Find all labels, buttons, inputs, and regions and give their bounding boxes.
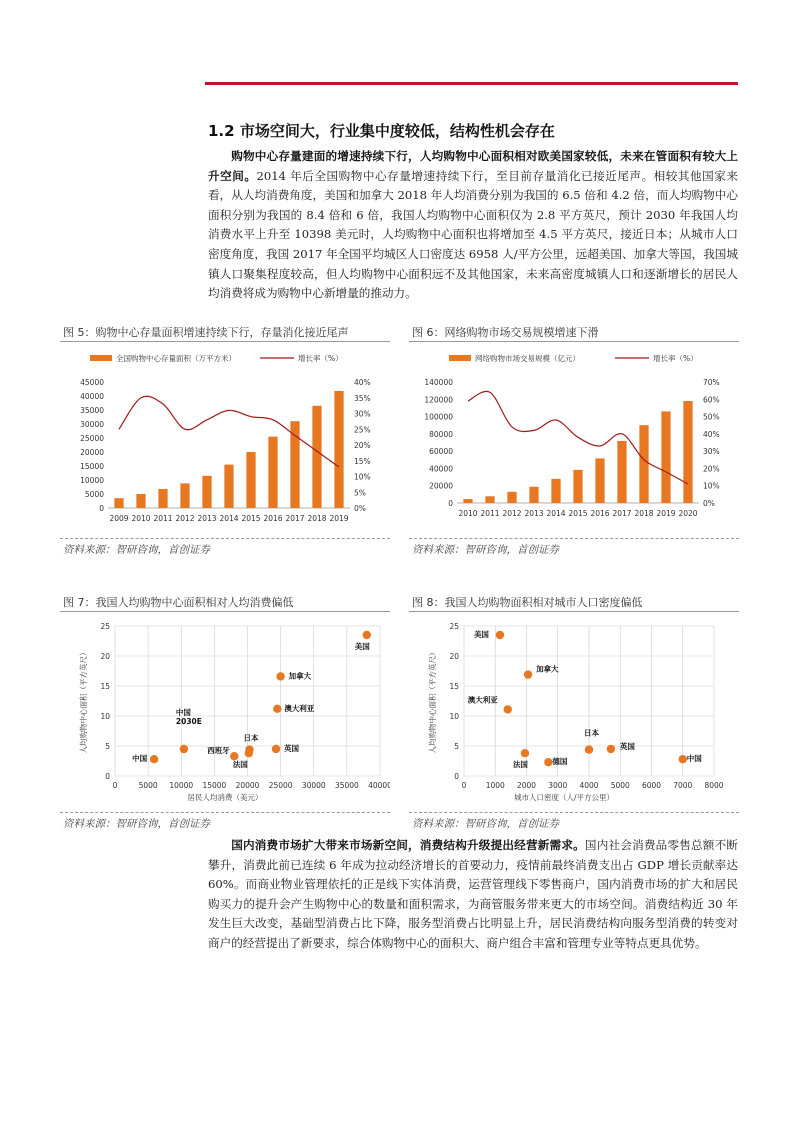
point-label	[620, 741, 635, 751]
x-tick-label: 2011	[480, 509, 500, 518]
figure-5-bottom-rule	[60, 538, 390, 539]
paragraph-body: 2014 年后全国购物中心存量增速持续下行，至目前存量消化已接近尾声。相较其他国家来看，从人均消费角度，美国和加拿大 2018 年人均消费分别为我国的 6.5 倍和 4.2 倍，而人均购物中心面积分别为我国的 8.4 倍和 6 倍，我国人均购物中心面积仅为 2.8 平方英尺，预计 2030 年我国人均消费水平上升至 10398 美元时，人均购物中心面积也将增加至 4.5 平方英尺，接近日本；从城市人口密度角度，我国 2017 年全国平均城区人口密度达 6958 人/平方公里，远超美国、加拿大等国，我国城镇人口聚集程度较高，但人均购物中心面积远不及其他国家，未来高密度城镇人口和逐渐增长的居民人均消费将成为购物中心新增量的推动力。	[208, 168, 738, 301]
x-tick-label: 35000	[334, 781, 359, 790]
figure-6-chart	[409, 345, 739, 530]
scatter-point	[585, 745, 593, 753]
chart-svg	[409, 614, 739, 806]
point-label-line: 加拿大	[536, 664, 559, 674]
scatter-point	[679, 755, 687, 763]
y-left-tick-label: 80000	[429, 429, 453, 439]
y-left-tick-label: 30000	[80, 420, 104, 429]
x-tick-label: 3000	[548, 781, 568, 790]
y-right-tick-label: 10%	[703, 481, 720, 491]
legend-bar-label: 全国购物中心存量面积（万平方米）	[116, 354, 236, 363]
point-label-line: 日本	[243, 733, 259, 743]
point-label	[233, 759, 248, 769]
x-tick-label: 2018	[634, 509, 654, 518]
point-label	[243, 733, 258, 743]
bar	[551, 479, 560, 503]
x-tick-label: 25000	[268, 781, 293, 790]
y-left-tick-label: 25000	[80, 434, 104, 443]
x-tick-label: 2014	[546, 509, 566, 518]
x-tick-label: 5000	[138, 781, 158, 790]
figure-5-top-rule	[60, 341, 390, 342]
point-label-line: 法国	[512, 760, 528, 770]
scatter-point	[607, 745, 615, 753]
figure-7-source: 资料来源：智研咨询，首创证券	[63, 818, 210, 830]
figure-8-source: 资料来源：智研咨询，首创证券	[412, 818, 559, 830]
chart-axes	[78, 622, 390, 802]
scatter-points	[132, 631, 371, 769]
x-tick-label: 2012	[502, 509, 522, 518]
point-label-line: 澳大利亚	[467, 695, 498, 705]
legend-bar-label: 网络购物市场交易规模（亿元）	[475, 354, 580, 363]
bar	[683, 401, 692, 503]
header-rule	[205, 82, 738, 85]
point-label	[176, 707, 202, 726]
paragraph-lead: 国内消费市场扩大带来市场新空间，消费结构升级提出经营新需求。	[231, 838, 585, 852]
x-tick-label: 40000	[368, 781, 390, 790]
scatter-point	[363, 631, 371, 639]
point-label	[535, 664, 559, 674]
figure-6-bottom-rule	[409, 538, 739, 539]
point-label	[284, 743, 299, 753]
figure-6-top-rule	[409, 341, 739, 342]
bar-series	[463, 401, 692, 503]
scatter-point	[496, 631, 504, 639]
y-right-tick-label: 50%	[703, 412, 720, 422]
paragraph-consumption	[208, 836, 738, 954]
x-tick-label: 2014	[219, 514, 239, 523]
figure-8-chart	[409, 614, 739, 806]
x-tick-label: 30000	[301, 781, 326, 790]
x-axis-label: 城市人口密度（人/平方公里）	[513, 793, 615, 802]
y-left-tick-label: 10000	[80, 476, 104, 485]
y-left-tick-label: 20000	[80, 448, 104, 457]
point-label	[513, 759, 528, 769]
x-tick-label: 5000	[610, 781, 630, 790]
x-tick-label: 15000	[202, 781, 227, 790]
bar	[463, 499, 472, 503]
figure-7-top-rule	[60, 611, 390, 612]
x-tick-label: 0	[461, 781, 467, 790]
y-right-tick-label: 0%	[703, 499, 715, 508]
bar	[136, 494, 145, 508]
figure-6-title: 图 6：网络购物市场交易规模增速下滑	[412, 326, 599, 339]
point-label	[687, 753, 702, 763]
x-tick-label: 2019	[329, 514, 349, 523]
y-tick-label: 25	[100, 622, 110, 631]
bar	[595, 458, 604, 503]
x-tick-label: 2018	[307, 514, 327, 523]
point-label	[284, 703, 314, 713]
y-tick-label: 20	[449, 652, 459, 661]
bar	[529, 487, 538, 503]
point-label-line: 美国	[473, 630, 489, 639]
x-tick-label: 6000	[641, 781, 662, 790]
bar	[246, 452, 255, 508]
y-right-tick-label: 30%	[354, 409, 371, 419]
bar	[573, 470, 582, 503]
y-left-tick-label: 0	[448, 499, 453, 508]
x-tick-label: 2019	[656, 509, 676, 518]
y-right-tick-label: 15%	[354, 456, 371, 466]
y-right-tick-label: 10%	[354, 472, 371, 482]
point-label-line: 中国	[686, 754, 702, 764]
scatter-point	[521, 749, 529, 757]
bar	[290, 421, 299, 508]
bar	[268, 437, 277, 508]
x-tick-label: 0	[112, 781, 118, 790]
y-left-tick-label: 20000	[429, 481, 453, 491]
x-tick-label: 2012	[175, 514, 195, 523]
y-tick-label: 5	[454, 742, 459, 751]
x-tick-label: 2017	[612, 509, 632, 518]
y-tick-label: 5	[105, 742, 110, 751]
figure-5-chart	[60, 345, 390, 530]
point-label-line: 加拿大	[288, 671, 312, 681]
point-label	[207, 745, 230, 755]
x-tick-label: 8000	[704, 781, 724, 790]
bar	[224, 465, 233, 508]
x-tick-label: 1000	[485, 781, 505, 790]
x-tick-label: 2013	[197, 514, 217, 523]
x-tick-label: 4000	[579, 781, 599, 790]
y-axis-label: 人均购物中心面积（平方英尺）	[428, 648, 437, 754]
figure-8-top-rule	[409, 611, 739, 612]
x-tick-label: 2016	[263, 514, 283, 523]
section-number: 1.2	[208, 122, 235, 140]
figure-5-source: 资料来源：智研咨询，首创证券	[63, 544, 210, 556]
x-tick-label: 2017	[285, 514, 305, 523]
y-right-tick-label: 25%	[354, 425, 371, 435]
point-label	[132, 753, 147, 763]
x-tick-label: 2010	[458, 509, 478, 518]
figure-8-title: 图 8：我国人均购物面积相对城市人口密度偏低	[412, 596, 643, 609]
figure-8-bottom-rule	[409, 812, 739, 813]
bar	[312, 406, 321, 508]
scatter-point	[150, 755, 158, 763]
scatter-point	[180, 745, 188, 753]
point-label-line: 美国	[354, 642, 370, 651]
x-tick-label: 20000	[235, 781, 260, 790]
figure-7-chart	[60, 614, 390, 806]
paragraph-market-space	[208, 147, 738, 304]
y-left-tick-label: 35000	[80, 406, 104, 415]
x-tick-label: 2015	[568, 509, 588, 518]
y-left-tick-label: 0	[99, 504, 104, 513]
section-title	[208, 120, 555, 141]
chart-legend	[449, 353, 698, 363]
paragraph-lead: 购物中心存量建面的增速持续下行，人均购物中心面积相对欧美国家较低，未来在管面积有较大上升空间。	[208, 149, 738, 183]
y-right-tick-label: 40%	[703, 429, 720, 439]
growth-rate-line	[119, 396, 339, 467]
x-tick-label: 2011	[153, 514, 173, 523]
x-tick-label: 2013	[524, 509, 544, 518]
figure-5-title: 图 5：购物中心存量面积增速持续下行，存量消化接近尾声	[63, 326, 349, 339]
chart-svg	[409, 345, 739, 530]
bar	[485, 496, 494, 503]
y-tick-label: 15	[100, 682, 110, 691]
scatter-point	[245, 745, 253, 753]
point-label	[552, 756, 567, 766]
bar	[180, 483, 189, 508]
legend-line-label: 增长率（%）	[653, 354, 698, 363]
bar	[114, 498, 123, 508]
scatter-point	[504, 705, 512, 713]
figure-6-source: 资料来源：智研咨询，首创证券	[412, 544, 559, 556]
y-right-tick-label: 0%	[354, 504, 366, 513]
scatter-point	[276, 672, 284, 680]
bar	[202, 476, 211, 508]
y-right-tick-label: 20%	[703, 464, 720, 474]
scatter-point	[272, 745, 280, 753]
point-label-line: 日本	[584, 728, 599, 738]
y-left-tick-label: 15000	[80, 462, 104, 471]
bar	[639, 425, 648, 503]
point-label	[584, 728, 599, 738]
point-label-line: 2030E	[175, 717, 202, 726]
x-tick-label: 2009	[109, 514, 129, 523]
y-right-tick-label: 35%	[354, 393, 371, 403]
y-right-tick-label: 20%	[354, 441, 371, 450]
y-left-tick-label: 45000	[80, 378, 104, 387]
bar	[158, 489, 167, 508]
scatter-point	[524, 670, 532, 678]
y-left-tick-label: 60000	[429, 447, 453, 457]
y-tick-label: 15	[449, 682, 459, 691]
x-tick-label: 2000	[516, 781, 537, 790]
scatter-point	[273, 705, 281, 713]
bar	[334, 391, 343, 508]
chart-legend	[90, 353, 343, 363]
point-label	[355, 641, 370, 651]
x-tick-label: 7000	[673, 781, 693, 790]
legend-line-label: 增长率（%）	[298, 354, 343, 363]
point-label-line: 西班牙	[207, 746, 230, 756]
y-left-tick-label: 40000	[429, 464, 453, 474]
chart-axes	[427, 622, 724, 802]
bar	[617, 441, 626, 503]
scatter-point	[230, 752, 238, 760]
y-left-tick-label: 140000	[424, 378, 453, 387]
point-label-line: 中国	[132, 754, 148, 764]
y-tick-label: 10	[449, 712, 459, 721]
scatter-points	[468, 629, 702, 769]
scatter-point	[544, 758, 552, 766]
chart-svg	[60, 614, 390, 806]
y-right-tick-label: 60%	[703, 395, 720, 405]
y-left-tick-label: 100000	[424, 412, 453, 422]
point-label-line: 中国	[175, 708, 191, 717]
y-right-tick-label: 70%	[703, 378, 720, 387]
y-tick-label: 0	[454, 772, 459, 781]
bar	[661, 411, 670, 503]
figure-7-title: 图 7：我国人均购物中心面积相对人均消费偏低	[63, 596, 294, 609]
y-tick-label: 25	[449, 622, 459, 631]
x-tick-label: 2015	[241, 514, 261, 523]
legend-bar-swatch	[449, 355, 471, 361]
y-tick-label: 20	[100, 652, 110, 661]
point-label-line: 德国	[552, 757, 568, 767]
y-tick-label: 10	[100, 712, 110, 721]
point-label-line: 澳大利亚	[284, 703, 315, 713]
x-tick-label: 2016	[590, 509, 610, 518]
y-left-tick-label: 40000	[80, 392, 104, 401]
y-axis-label: 人均购物中心面积（平方英尺）	[79, 648, 88, 754]
point-label-line: 法国	[232, 760, 248, 770]
x-tick-label: 2010	[131, 514, 151, 523]
figure-7-bottom-rule	[60, 812, 390, 813]
point-label	[474, 629, 489, 639]
point-label	[288, 670, 312, 680]
point-label-line: 英国	[619, 742, 635, 751]
bar	[507, 492, 516, 503]
bar-series	[114, 391, 343, 508]
y-right-tick-label: 40%	[354, 378, 371, 387]
y-left-tick-label: 5000	[84, 490, 104, 499]
y-left-tick-label: 120000	[424, 395, 453, 405]
section-title-text: 市场空间大，行业集中度较低，结构性机会存在	[239, 122, 555, 140]
y-right-tick-label: 5%	[354, 488, 366, 498]
x-tick-label: 10000	[169, 781, 194, 790]
legend-bar-swatch	[90, 355, 112, 361]
point-label-line: 英国	[283, 744, 299, 753]
point-label	[468, 694, 498, 704]
x-tick-label: 2020	[678, 509, 698, 518]
y-tick-label: 0	[105, 772, 110, 781]
chart-svg	[60, 345, 390, 530]
x-axis-label: 居民人均消费（美元）	[187, 793, 263, 802]
chart-axes	[424, 378, 719, 518]
paragraph-body: 国内社会消费品零售总额不断攀升，消费此前已连续 6 年成为拉动经济增长的首要动力，疫情前最终消费支出占 GDP 增长贡献率达 60%。而商业物业管理依托的正是线下实体消费，运营管理线下零售商户，国内消费市场的扩大和居民购买力的提升会产生购物中心的数量和面积需求，为商管服务带来更大的市场空间。消费结构近 30 年发生巨大改变，基础型消费占比下降，服务型消费占比明显上升，居民消费结构向服务型消费的转变对商户的经营提出了新要求，综合体购物中心的面积大、商户组合丰富和管理专业等特点更具优势。	[208, 838, 738, 950]
y-right-tick-label: 30%	[703, 447, 720, 457]
